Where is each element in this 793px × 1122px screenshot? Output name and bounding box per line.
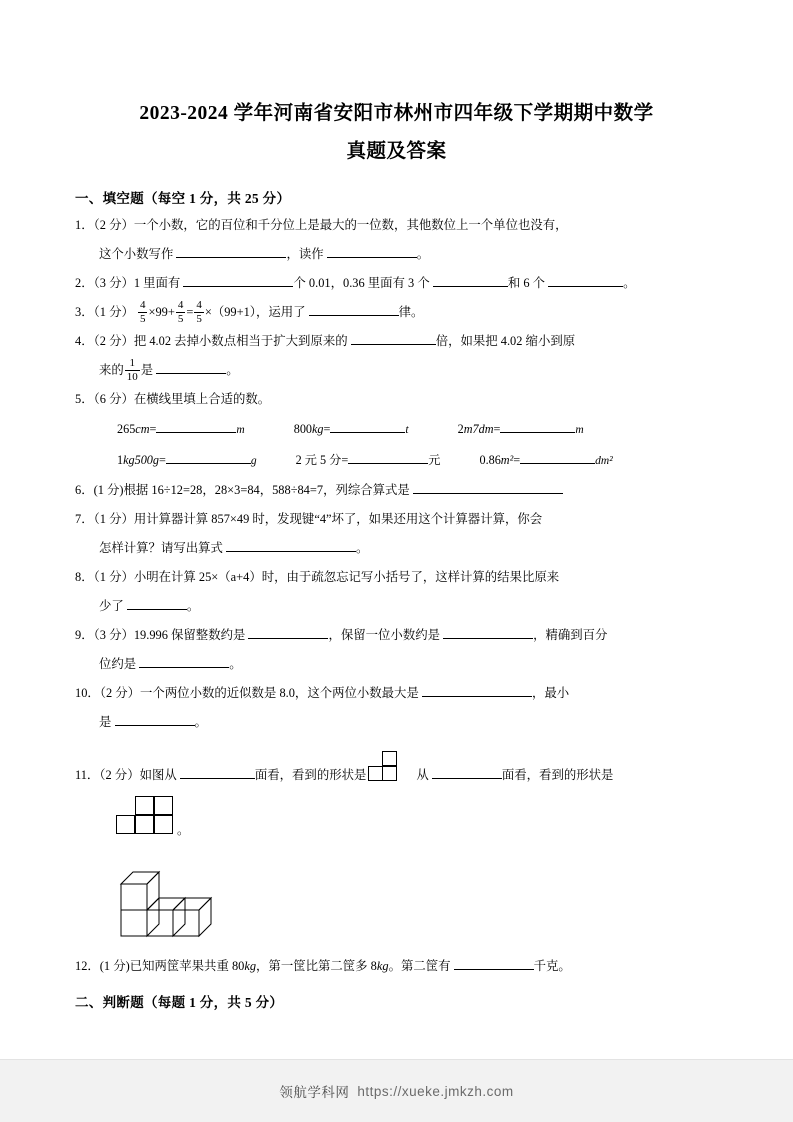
question-12-text-a: 已知两筐苹果共重 80 [129,959,245,973]
question-1-text-c: ，读作 [286,247,324,261]
question-4-line2 [75,356,718,385]
question-7-label: 7．（1 分） [75,512,134,526]
conv-left-value: 2 元 5 分 [295,453,342,467]
question-12-text-b: ，第一筐比第二筐多 8 [256,959,377,973]
conversion-item [296,445,441,475]
answer-blank[interactable] [443,625,533,639]
question-5-label: 5．（6 分） [75,392,134,406]
answer-blank[interactable] [156,360,226,374]
fraction-four-fifths [194,299,204,325]
question-4-text-c: 来的 [99,363,124,377]
question-11-text-e: 。 [177,823,190,837]
question-11-figures [75,788,718,948]
answer-blank[interactable] [548,273,623,287]
question-12-unit-a: kg [244,959,257,973]
answer-blank[interactable] [348,450,428,464]
question-9-text-e: 。 [229,657,242,671]
question-2 [75,269,718,298]
question-1 [75,211,718,240]
question-5-row-2 [75,445,718,476]
question-11-text-c: 从 [416,768,429,782]
question-1-text-a: 一个小数，它的百位和千分位上是最大的一位数，其他数位上一个单位也没有， [133,218,568,232]
question-12-label: 12．(1 分) [75,959,130,973]
conv-equals: = [323,422,331,436]
answer-blank[interactable] [226,538,356,552]
answer-blank[interactable] [115,712,195,726]
shape-cell [382,766,397,781]
question-12-text-d: 千克。 [533,959,571,973]
shape-view-thumbnail [368,759,414,789]
conv-left-unit: kg500g [123,453,159,467]
conv-equals: = [493,422,501,436]
question-5-text: 在横线里填上合适的数。 [133,392,271,406]
answer-blank[interactable] [180,765,255,779]
fraction-numerator: 4 [139,299,146,312]
conv-left-unit: cm [135,422,150,436]
question-9-text-b: ，保留一位小数约是 [328,628,440,642]
question-6-text: 根据 16÷12=28，28×3=84，588÷84=7，列综合算式是 [123,483,410,497]
answer-blank[interactable] [454,956,534,970]
shape-cell [154,815,173,834]
answer-blank[interactable] [166,450,251,464]
question-10 [75,679,718,708]
shape-cell [135,815,154,834]
conv-right-unit: dm² [595,455,613,467]
question-10-text-b: ，最小 [531,686,570,700]
conv-left-value: 0.86 [479,453,501,467]
fraction-denominator: 5 [177,312,184,325]
footer-brand: 领航学科网 [279,1085,350,1100]
shape-cell [135,796,154,815]
question-4-label: 4．（2 分） [75,334,134,348]
question-11 [75,759,718,790]
answer-blank[interactable] [351,331,436,345]
question-12-text-c: 。第二筐有 [388,959,451,973]
question-7-text-a: 用计算器计算 857×49 时，发现键“4”坏了，如果还用这个计算器计算，你会 [133,512,543,526]
question-4-text-e: 。 [226,363,239,377]
shape-cell [154,796,173,815]
question-11-text-b: 面看，看到的形状是 [254,768,367,782]
question-9 [75,621,718,650]
fraction-numerator: 4 [196,299,202,312]
conv-left-unit: m² [500,453,514,467]
conversion-item [458,414,584,445]
fraction-numerator: 1 [129,357,136,370]
conv-equals: = [341,453,349,467]
shape-cell [382,751,397,766]
question-9-label: 9．（3 分） [75,628,134,642]
answer-blank[interactable] [156,419,236,433]
answer-blank[interactable] [520,450,595,464]
question-8 [75,563,718,592]
answer-blank[interactable] [500,419,575,433]
question-5-row-1 [75,414,718,445]
answer-blank[interactable] [309,302,399,316]
shape-cell [116,815,135,834]
conv-left-unit: kg [312,422,324,436]
shape-cell [368,766,383,781]
answer-blank[interactable] [413,480,563,494]
question-3-tail: ×（99+1），运用了 [204,305,306,319]
conv-left-value: 800 [293,422,313,436]
question-8-text-b: 少了 [99,599,124,613]
title-line-1: 2023-2024 学年河南省安阳市林州市四年级下学期期中数学 [139,103,654,124]
question-9-line2 [75,650,718,679]
question-4 [75,327,718,356]
conv-left-value: 265 [117,422,136,436]
section-heading-fill-in-blanks: 一、填空题（每空 1 分，共 25 分） [75,191,291,206]
answer-blank[interactable] [433,273,508,287]
question-10-text-a: 一个两位小数的近似数是 8.0，这个两位小数最大是 [140,686,419,700]
conv-equals: = [149,422,157,436]
question-6-label: 6．(1 分) [75,483,124,497]
question-11-text-a: 如图从 [139,768,177,782]
question-12-unit-b: kg [376,959,389,973]
question-2-text-b: 个 0.01，0.36 里面有 3 个 [293,276,430,290]
question-10-label: 10．（2 分） [75,686,141,700]
question-7-line2 [75,534,718,563]
question-3 [75,298,718,327]
question-4-text-b: 倍，如果把 4.02 缩小到原 [435,334,576,348]
question-3-end: 律。 [398,305,424,319]
fraction-four-fifths [138,299,148,325]
page-title [75,95,718,171]
fraction-four-fifths [176,299,186,325]
question-11-label: 11．（2 分） [75,768,140,782]
conversion-item [479,445,612,476]
fraction-one-tenth [125,357,140,383]
answer-blank[interactable] [183,273,293,287]
conversion-item [117,414,245,445]
conv-equals: = [158,453,166,467]
question-10-line2 [75,708,718,737]
question-3-label: 3．（1 分） [75,305,134,319]
conv-right-unit: m [575,424,584,436]
conv-right-unit: 元 [428,453,441,467]
question-8-text-a: 小明在计算 25×（a+4）时，由于疏忽忘记写小括号了，这样计算的结果比原来 [133,570,560,584]
question-8-text-c: 。 [186,599,200,613]
question-7 [75,505,718,534]
page-footer [0,1059,793,1122]
conv-left-value: 1 [117,453,124,467]
answer-blank[interactable] [432,765,502,779]
question-11-text-d: 面看，看到的形状是 [501,768,614,782]
question-4-text-a: 把 4.02 去掉小数点相当于扩大到原来的 [133,334,348,348]
footer-url: https://xueke.jmkzh.com [357,1083,514,1099]
question-1-label: 1．（2 分） [75,218,134,232]
question-1-text-d: 。 [416,247,430,261]
answer-blank[interactable] [176,244,286,258]
answer-blank[interactable] [422,683,532,697]
question-7-text-b: 怎样计算？请写出算式 [99,541,223,555]
question-9-text-a: 19.996 保留整数约是 [133,628,246,642]
question-8-line2 [75,592,718,621]
conv-right-unit: t [405,424,409,436]
question-7-text-c: 。 [356,541,369,555]
question-5 [75,385,718,414]
conv-left-value: 2 [457,422,464,436]
answer-blank[interactable] [330,419,405,433]
conv-right-unit: m [236,424,245,436]
question-3-mid: ×99+ [148,305,175,319]
question-1-text-b: 这个小数写作 [99,247,174,261]
answer-blank[interactable] [327,244,417,258]
fraction-denominator: 5 [139,312,146,325]
conv-left-unit: m7dm [463,422,494,436]
question-8-label: 8．（1 分） [75,570,134,584]
conv-equals: = [513,453,521,467]
question-3-eq: = [186,305,194,319]
fraction-denominator: 10 [126,370,138,383]
question-9-text-d: 位约是 [99,657,137,671]
title-line-2: 真题及答案 [346,141,447,162]
question-6 [75,476,718,505]
question-9-text-c: ，精确到百分 [533,628,608,642]
answer-blank[interactable] [139,654,229,668]
answer-blank[interactable] [127,596,187,610]
question-2-label: 2．（3 分） [75,276,134,290]
question-12 [75,952,718,981]
fraction-denominator: 5 [196,312,202,325]
question-2-text-c: 和 6 个 [507,276,546,290]
question-10-text-c: 是 [99,715,112,729]
cube-stack-figure [113,850,273,945]
question-1-line2 [75,240,718,269]
conv-right-unit: g [250,455,257,467]
section-heading-true-false: 二、判断题（每题 1 分，共 5 分） [75,995,284,1010]
question-2-text-a: 1 里面有 [133,276,181,290]
conversion-item [294,414,409,445]
fraction-numerator: 4 [177,299,184,312]
conversion-item [117,445,257,476]
question-10-text-d: 。 [194,715,207,729]
question-4-text-d: 是 [140,363,154,377]
question-2-text-d: 。 [623,276,636,290]
answer-blank[interactable] [248,625,328,639]
